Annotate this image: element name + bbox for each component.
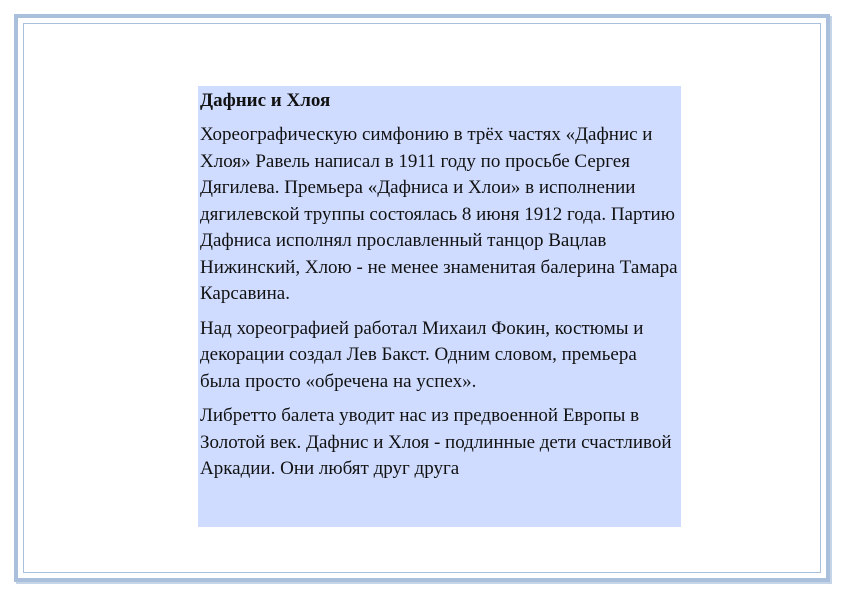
paragraph-libretto: Либретто балета уводит нас из предвоенной Европы в Золотой век. Дафнис и Хлоя - подлинные дети счастливой Аркадии. Они любят друг друга [200, 405, 672, 479]
paragraph-premiere: Хореографическую симфонию в трёх частях «Дафнис и Хлоя» Равель написал в 1911 году по просьбе Сергея Дягилева. Премьера «Дафниса и Хлои» в исполнении дягилевской труппы состоялась 8 июня 1912 года. Партию Дафниса исполнял прославленный танцор Вацлав Нижинский, Хлою - не менее знаменитая балерина Тамара Карсавина. [200, 124, 678, 304]
text-block [198, 86, 681, 527]
paragraph-production: Над хореографией работал Михаил Фокин, костюмы и декорации создал Лев Бакст. Одним словом, премьера была просто «обречена на успех». [200, 317, 644, 392]
document-title: Дафнис и Хлоя [200, 90, 331, 111]
